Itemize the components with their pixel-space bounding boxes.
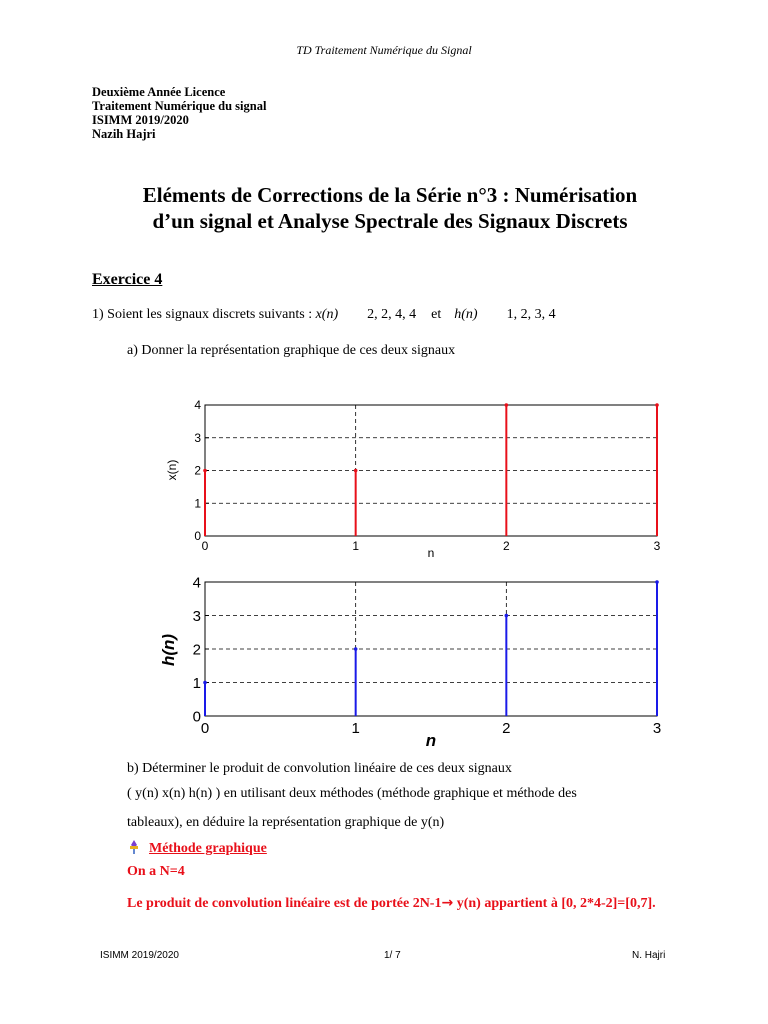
y-tick-label: 4 — [192, 574, 201, 592]
h-signal-chart — [159, 574, 661, 750]
stem-marker — [354, 647, 358, 651]
y-tick-label: 0 — [192, 708, 201, 726]
question-a: a) Donner la représentation graphique de ces deux signaux — [127, 343, 456, 358]
stem-marker — [203, 469, 207, 473]
conjunction: et — [431, 307, 442, 322]
y-tick-label: 3 — [194, 430, 201, 445]
question-b-line-2: ( y(n) x(n) h(n) ) en utilisant deux méthodes (méthode graphique et méthode des — [127, 786, 577, 801]
x-tick-label: 0 — [200, 720, 210, 737]
n-value-line: On a N=4 — [127, 864, 185, 879]
y-tick-label: 0 — [194, 529, 201, 544]
y-tick-label: 2 — [194, 463, 201, 478]
x-tick-label: 1 — [352, 539, 360, 553]
y-axis-label: x(n) — [165, 459, 179, 481]
span-text-part-1: Le produit de convolution linéaire est de portée 2N-1 — [127, 896, 442, 911]
x-tick-label: 1 — [351, 720, 360, 737]
y-tick-label: 1 — [194, 496, 201, 511]
meta-author: Nazih Hajri — [92, 127, 156, 141]
page-header: TD Traitement Numérique du Signal — [296, 43, 472, 57]
x-signal-values: 2, 2, 4, 4 — [367, 307, 417, 322]
meta-level: Deuxième Année Licence — [92, 85, 226, 99]
convolution-span-text — [127, 891, 677, 916]
x-tick-label: 2 — [502, 720, 511, 737]
x-tick-label: 2 — [502, 539, 510, 553]
y-axis-label: h(n) — [159, 633, 178, 667]
y-tick-label: 2 — [192, 641, 201, 659]
meta-year: ISIMM 2019/2020 — [92, 113, 189, 127]
pushpin-icon — [127, 840, 141, 854]
stem-marker — [655, 580, 659, 584]
footer-page-number: 1/ 7 — [384, 950, 401, 961]
title-line-2: d’un signal et Analyse Spectrale des Signaux Discrets — [152, 209, 628, 233]
exercise-heading: Exercice 4 — [92, 271, 163, 288]
span-text-part-2: y(n) appartient à [0, 2*4-2]=[0,7]. — [453, 896, 656, 911]
stem-marker — [655, 403, 659, 407]
x-signal-chart — [165, 398, 661, 560]
x-tick-label: 3 — [653, 539, 661, 553]
x-tick-label: 3 — [652, 720, 662, 737]
x-axis-label: n — [425, 731, 437, 750]
meta-course: Traitement Numérique du signal — [92, 99, 267, 113]
y-tick-label: 3 — [192, 607, 201, 625]
x-axis-label: n — [427, 546, 435, 560]
footer-right: N. Hajri — [632, 950, 666, 961]
title-line-1: Eléments de Corrections de la Série n°3 : Numérisation — [142, 183, 638, 207]
question-b-line-3: tableaux), en déduire la représentation graphique de y(n) — [127, 815, 445, 830]
h-signal-values: 1, 2, 3, 4 — [506, 307, 556, 322]
h-signal-label: h(n) — [454, 307, 478, 322]
method-heading — [127, 838, 267, 857]
x-tick-label: 0 — [201, 539, 209, 553]
y-tick-label: 1 — [192, 674, 201, 692]
x-signal-label: x(n) — [315, 307, 339, 322]
question-1-prefix: 1) Soient les signaux discrets suivants : — [92, 307, 313, 322]
stem-marker — [505, 403, 509, 407]
stem-marker — [505, 614, 509, 618]
question-b-line-1: b) Déterminer le produit de convolution linéaire de ces deux signaux — [127, 761, 512, 776]
y-tick-label: 4 — [194, 398, 201, 413]
stem-marker — [203, 681, 207, 685]
right-arrow-icon: → — [441, 895, 454, 911]
method-label: Méthode graphique — [149, 841, 267, 856]
footer-left: ISIMM 2019/2020 — [100, 950, 179, 961]
stem-marker — [354, 469, 358, 473]
